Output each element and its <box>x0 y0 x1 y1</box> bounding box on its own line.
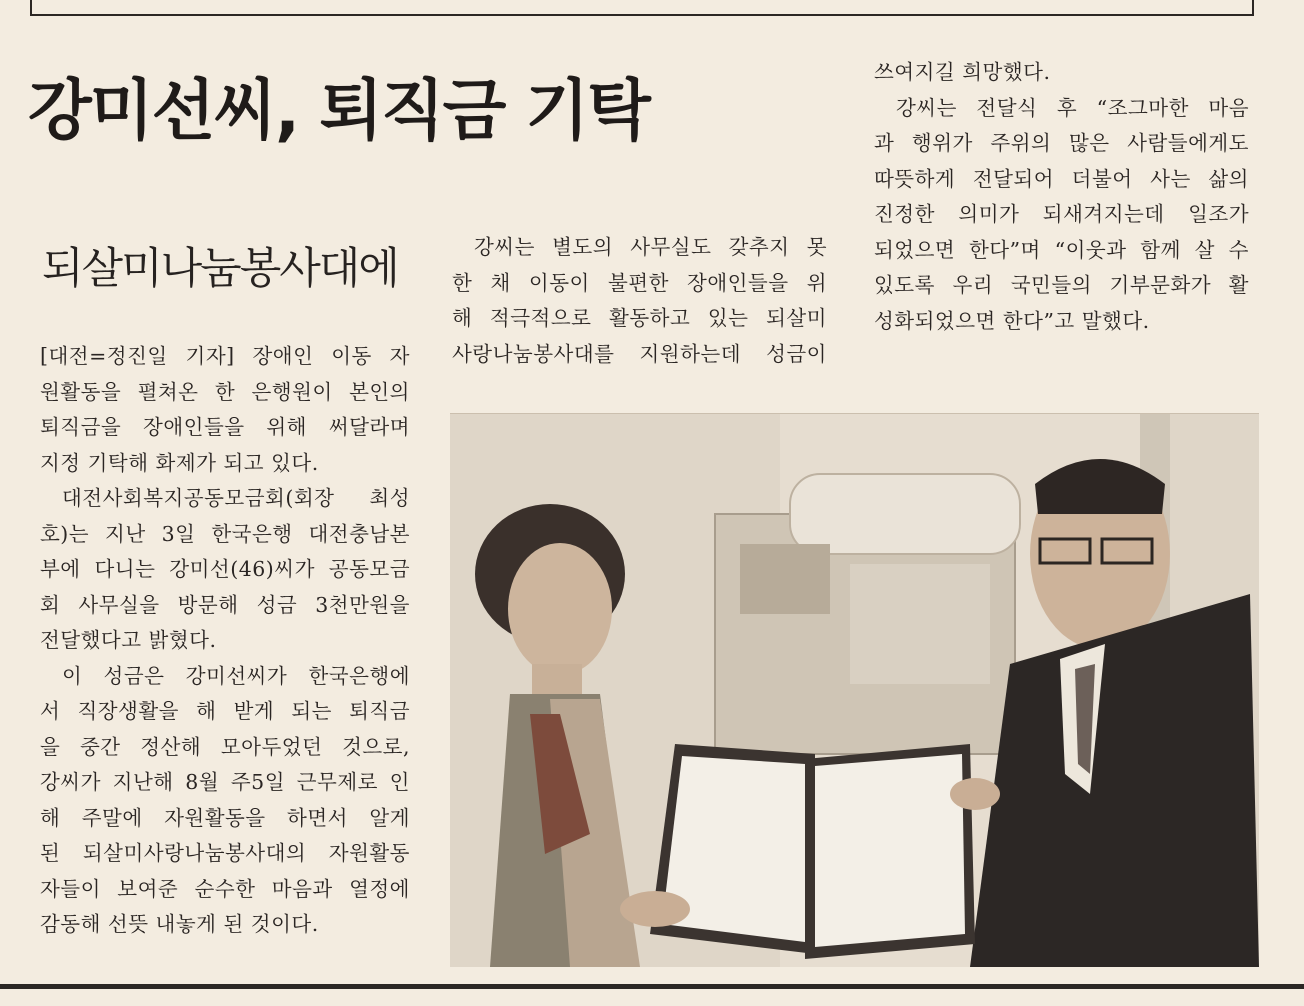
body-line: 강씨가 지난해 8월 주5일 근무제로 인 <box>40 770 410 794</box>
body-line: 따뜻하게 전달되어 더불어 사는 삶의 <box>874 166 1249 191</box>
body-line: 되었으면 한다”며 “이웃과 함께 살 수 <box>874 237 1249 262</box>
body-line: 지정 기탁해 화제가 되고 있다. <box>40 450 319 475</box>
article-column-2 <box>452 230 827 372</box>
body-line: 해 주말에 자원활동을 하면서 알게 <box>40 805 410 830</box>
bottom-rule <box>0 984 1304 989</box>
body-line: 을 중간 정산해 모아두었던 것으로, <box>40 734 410 759</box>
subheadline: 되살미나눔봉사대에 <box>42 244 398 294</box>
body-line: 해 적극적으로 활동하고 있는 되살미 <box>452 306 827 330</box>
top-border-box <box>30 0 1254 16</box>
body-line: 과 행위가 주위의 많은 사람들에게도 <box>874 131 1249 155</box>
article-column-1 <box>40 339 410 943</box>
body-line: 한 채 이동이 불편한 장애인들을 위 <box>452 270 827 295</box>
photo-illustration <box>450 414 1259 967</box>
body-line: 전달했다고 밝혔다. <box>40 628 217 652</box>
body-line: 강씨는 별도의 사무실도 갖추지 못 <box>474 235 827 259</box>
body-line: 원활동을 펼쳐온 한 은행원이 본인의 <box>40 379 410 404</box>
body-line: 강씨는 전달식 후 “조그마한 마음 <box>896 95 1249 120</box>
article-column-3 <box>874 55 1249 339</box>
body-line: [대전=정진일 기자] 장애인 이동 자 <box>40 344 410 368</box>
body-line: 회 사무실을 방문해 성금 3천만원을 <box>40 592 410 617</box>
body-line: 퇴직금을 장애인들을 위해 써달라며 <box>40 415 410 439</box>
body-line: 된 되살미사랑나눔봉사대의 자원활동 <box>40 841 410 865</box>
body-line: 이 성금은 강미선씨가 한국은행에 <box>62 663 410 688</box>
headline: 강미선씨, 퇴직금 기탁 <box>28 72 649 149</box>
body-line: 부에 다니는 강미선(46)씨가 공동모금 <box>40 557 410 581</box>
body-line: 성화되었으면 한다”고 말했다. <box>874 308 1150 333</box>
body-line: 호)는 지난 3일 한국은행 대전충남본 <box>40 521 410 546</box>
body-line: 사랑나눔봉사대를 지원하는데 성금이 <box>452 341 827 366</box>
body-line: 쓰여지길 희망했다. <box>874 60 1051 84</box>
body-line: 서 직장생활을 해 받게 되는 퇴직금 <box>40 699 410 723</box>
body-line: 진정한 의미가 되새겨지는데 일조가 <box>874 202 1249 226</box>
body-line: 감동해 선뜻 내놓게 된 것이다. <box>40 912 319 936</box>
news-photo <box>450 413 1259 967</box>
body-line: 자들이 보여준 순수한 마음과 열정에 <box>40 876 410 901</box>
body-line: 있도록 우리 국민들의 기부문화가 활 <box>874 273 1249 297</box>
body-line: 대전사회복지공동모금회(회장 최성 <box>62 486 410 510</box>
